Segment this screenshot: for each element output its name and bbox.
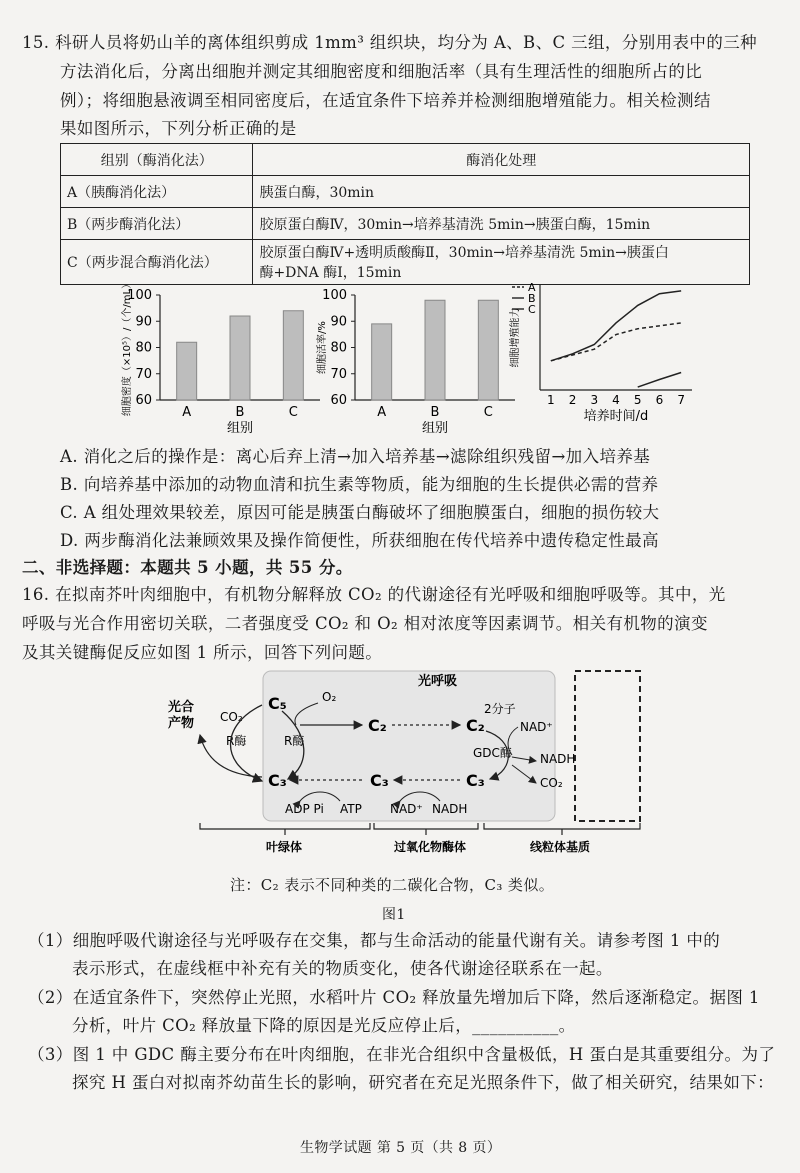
density-x-tick-label: B <box>235 405 245 420</box>
nad-plus-label-2: NAD⁺ <box>390 802 423 816</box>
brace-mito <box>484 823 640 835</box>
density-xlabel: 组别 <box>226 421 254 436</box>
proliferation-chart <box>508 281 692 424</box>
prolif-xlabel: 培养时间/d <box>583 409 649 424</box>
r-enzyme-1: R酶 <box>226 734 247 748</box>
q15-line-4: 果如图所示，下列分析正确的是 <box>60 119 297 138</box>
page-footer: 生物学试题 第 5 页（共 8 页） <box>300 1140 502 1156</box>
viability-y-tick-label: 80 <box>330 340 347 356</box>
density-bar-C <box>283 311 303 400</box>
q16-sub-3b: 探究 H 蛋白对拟南芥幼苗生长的影响，研究者在充足光照条件下，做了相关研究，结果如下： <box>72 1073 775 1092</box>
density-ylabel: 细胞密度（×10⁵）/（个/mL） <box>122 278 133 417</box>
table-header-group: 组别（酶消化法） <box>61 144 253 176</box>
photo-product-label-1: 光合 <box>168 700 195 715</box>
prolif-x-tick-label: 7 <box>677 393 685 407</box>
q15-option-c: C. A 组处理效果较差，原因可能是胰蛋白酶破坏了细胞膜蛋白，细胞的损伤较大 <box>60 503 660 522</box>
q16-sub-2b: 分析，叶片 CO₂ 释放量下降的原因是光反应停止后，__________。 <box>72 1016 576 1035</box>
c3-mito-label: C₃ <box>466 771 485 790</box>
q16-line-2: 呼吸与光合作用密切关联，二者强度受 CO₂ 和 O₂ 相对浓度等因素调节。相关有机物的演变 <box>22 614 708 633</box>
viability-ylabel: 细胞活率/% <box>317 321 328 374</box>
viability-y-tick-label: 70 <box>330 366 347 382</box>
prolif-series-C <box>638 373 681 388</box>
charts-figure <box>0 275 800 445</box>
density-y-tick-label: 80 <box>135 340 152 356</box>
density-y-tick-label: 90 <box>135 314 152 330</box>
density-bar-B <box>230 316 250 400</box>
table-header-treatment: 酶消化处理 <box>253 144 750 176</box>
table-cell-treatment-line2: 酶+DNA 酶Ⅰ，15min <box>259 265 402 281</box>
prolif-series-B <box>551 291 681 361</box>
nad-plus-label: NAD⁺ <box>520 720 553 734</box>
q16-line-1: 16. 在拟南芥叶肉细胞中，有机物分解释放 CO₂ 的代谢途径有光呼吸和细胞呼吸等。其中，光 <box>22 585 726 604</box>
figure-caption: 图1 <box>382 907 406 923</box>
cell-viability-chart <box>315 288 515 436</box>
q16-sub-1: （1）细胞呼吸代谢途径与光呼吸存在交集，都与生命活动的能量代谢有关。请参考图 1 中的 <box>28 931 721 950</box>
viability-xlabel: 组别 <box>421 421 449 436</box>
table-cell-group: B（两步酶消化法） <box>61 208 253 240</box>
prolif-x-tick-label: 2 <box>568 393 577 407</box>
prolif-ylabel: 细胞增殖能力 <box>510 307 521 368</box>
atp-label: ATP <box>340 802 362 816</box>
prolif-legend-label-C: C <box>528 303 536 316</box>
density-x-tick-label: C <box>288 405 298 420</box>
brace-chloroplast <box>200 823 370 835</box>
prolif-x-tick-label: 6 <box>655 393 664 407</box>
table-cell-treatment: 胰蛋白酶，30min <box>253 176 750 208</box>
table-cell-group: C（两步混合酶消化法） <box>61 240 253 285</box>
q15-line-1: 15. 科研人员将奶山羊的离体组织剪成 1mm³ 组织块，均分为 A、B、C 三组，分别用表中的三种 <box>22 33 758 52</box>
q16-sub-3: （3）图 1 中 GDC 酶主要分布在叶肉细胞，在非光合组织中含量极低，H 蛋白是其重要组分。为了 <box>28 1045 776 1064</box>
table-cell-treatment-line1: 胶原蛋白酶Ⅳ+透明质酸酶Ⅱ，30min→培养基清洗 5min→胰蛋白 <box>259 245 669 261</box>
c2-perox-label: C₂ <box>466 716 485 735</box>
density-y-tick-label: 60 <box>135 393 152 408</box>
o2-label: O₂ <box>322 690 337 704</box>
figure-note: 注：C₂ 表示不同种类的二碳化合物，C₃ 类似。 <box>230 876 555 894</box>
q16-sub-2: （2）在适宜条件下，突然停止光照，水稻叶片 CO₂ 释放量先增加后下降，然后逐渐稳定。据图 1 <box>28 988 760 1007</box>
prolif-legend-label-B: B <box>528 292 536 305</box>
viability-bar-A <box>372 324 392 400</box>
brace-peroxisome <box>374 823 478 835</box>
density-bar-A <box>177 342 197 400</box>
table-header-row <box>61 144 750 176</box>
figure1-diagram <box>0 665 800 865</box>
nadh-label-2: NADH <box>432 802 468 816</box>
c5-label: C₅ <box>268 694 287 713</box>
viability-x-tick-label: B <box>430 405 440 420</box>
peroxisome-label: 过氧化物酶体 <box>394 840 467 854</box>
gdc-enzyme-label: GDC酶 <box>473 746 512 760</box>
q15-option-b: B. 向培养基中添加的动物血清和抗生素等物质，能为细胞的生长提供必需的营养 <box>60 475 659 494</box>
nadh-label: NADH <box>540 752 576 766</box>
q15-option-a: A. 消化之后的操作是：离心后弃上清→加入培养基→滤除组织残留→加入培养基 <box>60 447 651 466</box>
mito-label: 线粒体基质 <box>530 840 591 854</box>
table-cell-group: A（胰酶消化法） <box>61 176 253 208</box>
prolif-legend-label-A: A <box>528 281 536 294</box>
q15-option-d: D. 两步酶消化法兼顾效果及操作简便性，所获细胞在传代培养中遗传稳定性最高 <box>60 531 659 550</box>
r-enzyme-2: R酶 <box>284 734 305 748</box>
viability-y-tick-label: 60 <box>330 393 347 408</box>
viability-x-tick-label: C <box>483 405 493 420</box>
two-molecules-label: 2分子 <box>484 702 516 716</box>
section-heading: 二、非选择题：本题共 5 小题，共 55 分。 <box>22 558 353 577</box>
prolif-x-tick-label: 4 <box>612 393 620 407</box>
density-x-tick-label: A <box>182 405 192 420</box>
co2-in-label: CO₂ <box>220 710 243 724</box>
viability-x-tick-label: A <box>377 405 387 420</box>
table-row <box>61 176 750 208</box>
answer-dashed-box[interactable] <box>575 671 640 821</box>
viability-bar-B <box>425 300 445 400</box>
adp-pi-label: ADP Pi <box>285 802 324 816</box>
table-cell-treatment: 胶原蛋白酶Ⅳ，30min→培养基清洗 5min→胰蛋白酶，15min <box>253 208 750 240</box>
q15-line-3: 例）；将细胞悬液调至相同密度后，在适宜条件下培养并检测细胞增殖能力。相关检测结 <box>60 91 711 110</box>
q16-sub-1b: 表示形式，在虚线框中补充有关的物质变化，使各代谢途径联系在一起。 <box>72 959 613 978</box>
viability-y-tick-label: 100 <box>322 288 347 303</box>
prolif-x-tick-label: 3 <box>590 393 599 407</box>
q16-line-3: 及其关键酶促反应如图 1 所示，回答下列问题。 <box>22 643 383 662</box>
photorespiration-title: 光呼吸 <box>418 674 458 689</box>
viability-y-tick-label: 90 <box>330 314 347 330</box>
q15-line-2: 方法消化后，分离出细胞并测定其细胞密度和细胞活率（具有生理活性的细胞所占的比 <box>60 62 703 81</box>
chloroplast-label: 叶绿体 <box>266 840 303 854</box>
cell-density-chart <box>120 279 320 436</box>
density-y-tick-label: 70 <box>135 366 152 382</box>
c2-chloro-label: C₂ <box>368 716 387 735</box>
viability-bar-C <box>478 300 498 400</box>
c3-perox-label: C₃ <box>370 771 389 790</box>
prolif-x-tick-label: 1 <box>547 393 555 407</box>
photo-product-label-2: 产物 <box>168 716 195 731</box>
density-y-tick-label: 100 <box>127 288 152 303</box>
table-row <box>61 208 750 240</box>
enzyme-table <box>60 143 750 285</box>
co2-out-label: CO₂ <box>540 776 563 790</box>
prolif-x-tick-label: 5 <box>633 393 642 407</box>
c3-chloro-label: C₃ <box>268 771 287 790</box>
